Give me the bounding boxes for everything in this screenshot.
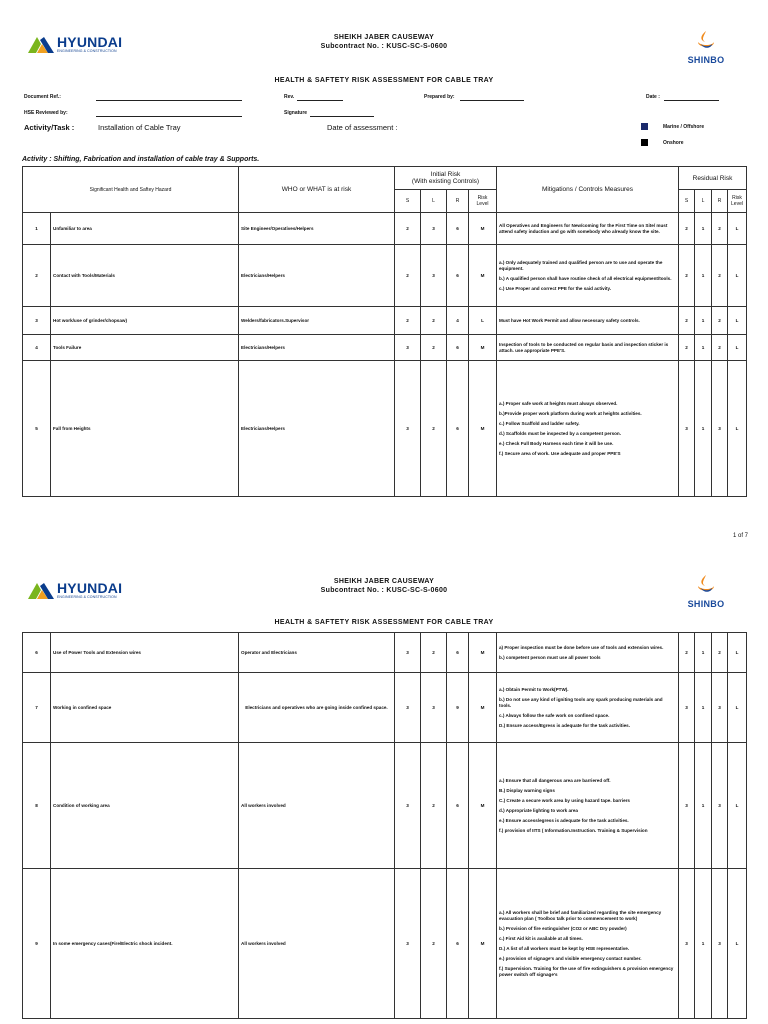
- mitigation-item: a.) Obtain Permit to Work(PTW).: [499, 686, 569, 692]
- mitigation-item: C.) Create a secure work area by using hazard tape. barriers: [499, 797, 630, 803]
- mitigation-item: c.) Always follow the safe work on confined space.: [499, 712, 610, 718]
- row-number: 6: [23, 633, 51, 673]
- mitigation-item: b.) competent person must use all power tools: [499, 654, 601, 660]
- l-header: L: [421, 190, 447, 213]
- mitigation-item: a.) Only adequately trained and qualified person are to use and operate the equipment.: [499, 259, 663, 271]
- res-s-cell: 3: [679, 869, 695, 1019]
- mitigation-item: a.) Ensure that all dangerous area are barriered off.: [499, 777, 611, 783]
- s-cell: 3: [395, 633, 421, 673]
- assessment-date-label: Date of assessment :: [327, 123, 398, 132]
- initial-risk-sub: (With existing Controls): [411, 178, 480, 185]
- l-cell: 3: [421, 213, 447, 245]
- res-r-cell: 2: [712, 335, 728, 361]
- level-cell: M: [469, 743, 497, 869]
- l-cell: 2: [421, 335, 447, 361]
- s-cell: 3: [395, 335, 421, 361]
- res-level-cell: L: [728, 869, 747, 1019]
- mitigation-cell: [497, 673, 679, 743]
- mitigation-item: b.)Provide proper work platform during work at heights activities.: [499, 410, 642, 416]
- mitigation-item: b.) A qualified person shall have routine check of all electrical equipment/tools.: [499, 275, 672, 281]
- mitigation-item: c.) First Aid kit is available at all times.: [499, 935, 583, 941]
- date-label: Date :: [646, 94, 660, 100]
- r-cell: 6: [447, 633, 469, 673]
- l-cell: 3: [421, 673, 447, 743]
- legend-onshore: Onshore: [663, 140, 684, 146]
- level-cell: M: [469, 245, 497, 307]
- mitigation-cell: [497, 361, 679, 497]
- mitigation-item: c.) Use Proper and correct PPE for the said activity.: [499, 285, 611, 291]
- who-cell: Electricians/Helpers: [239, 245, 395, 307]
- level-cell: M: [469, 361, 497, 497]
- prepared-line: [460, 100, 524, 101]
- mitigation-item: a.) Proper safe work at heights must always observed.: [499, 400, 618, 406]
- res-s-cell: 2: [679, 335, 695, 361]
- l-cell: 2: [421, 307, 447, 335]
- row-number: 5: [23, 361, 51, 497]
- res-l-cell: 1: [695, 213, 712, 245]
- res-l-cell: 1: [695, 361, 712, 497]
- mitigation-item: d.) Appropriate lighting to work area: [499, 807, 578, 813]
- row-number: 8: [23, 743, 51, 869]
- subcontract-no-p2: Subcontract No. : KUSC-SC-S-0600: [320, 587, 448, 594]
- mitigation-item: f.) provision of IITS ( Information.Instruction. Training & Supervision: [499, 827, 648, 833]
- rev-line: [297, 100, 343, 101]
- prepared-label: Prepared by:: [424, 94, 455, 100]
- document-title-p2: HEALTH & SAFTETY RISK ASSESSMENT FOR CABLE TRAY: [274, 619, 494, 626]
- s-cell: 3: [395, 673, 421, 743]
- res-r-cell: 3: [712, 673, 728, 743]
- mitigation-item: a) Proper inspection must be done before use of tools and extension wires.: [499, 644, 664, 650]
- s-cell: 3: [395, 869, 421, 1019]
- row-number: 7: [23, 673, 51, 743]
- mitigation-header: Mitigations / Controls Measures: [497, 167, 679, 213]
- mitigation-item: D.) A list of all workers must be kept by HSE representative.: [499, 945, 630, 951]
- row-number: 4: [23, 335, 51, 361]
- res-l-cell: 1: [695, 743, 712, 869]
- row-number: 3: [23, 307, 51, 335]
- res-r-cell: 2: [712, 245, 728, 307]
- who-cell: Welders/fabricators.Supervisor: [239, 307, 395, 335]
- r-cell: 9: [447, 673, 469, 743]
- level-cell: L: [469, 307, 497, 335]
- level-cell: M: [469, 213, 497, 245]
- hse-line: [96, 116, 242, 117]
- who-cell: Site Engineer/Operatives/Helpers: [239, 213, 395, 245]
- hyundai-sub-p2: ENGINEERING & CONSTRUCTION: [57, 595, 117, 599]
- hazard-cell: Hot work/use of grinder/chopsaw): [51, 307, 239, 335]
- s-cell: 3: [395, 743, 421, 869]
- s-header: S: [395, 190, 421, 213]
- hazard-cell: Condition of working area: [51, 743, 239, 869]
- l-cell: 2: [421, 633, 447, 673]
- res-level-cell: L: [728, 743, 747, 869]
- table-row: [23, 869, 747, 1019]
- onshore-square-icon: [641, 139, 648, 146]
- table-row: [23, 245, 747, 307]
- shinbo-brand: SHINBO: [687, 55, 725, 65]
- mitigation-item: Inspection of tools to be conducted on regular basis and inspection sticker is attach. use appropriate PPE'S.: [499, 341, 669, 353]
- res-s-header: S: [679, 190, 695, 213]
- marine-square-icon: [641, 123, 648, 130]
- who-cell: All workers involved: [239, 869, 395, 1019]
- res-level-cell: L: [728, 633, 747, 673]
- res-level-cell: L: [728, 335, 747, 361]
- s-cell: 2: [395, 213, 421, 245]
- mitigation-item: f.) Supervision. Training for the use of fire extinguishers & provision emergency power switch off signage's: [499, 965, 674, 977]
- hazard-cell: Tools Failure: [51, 335, 239, 361]
- legend-marine: Marine / Offshore: [663, 124, 705, 130]
- date-line: [664, 100, 719, 101]
- res-level-cell: L: [728, 245, 747, 307]
- r-cell: 6: [447, 869, 469, 1019]
- res-r-cell: 3: [712, 743, 728, 869]
- l-cell: 3: [421, 245, 447, 307]
- mitigation-item: b.) Do not use any kind of igniting tools any spark producing materials and tools.: [499, 696, 663, 708]
- mitigation-item: D.) Ensure access/Egress is adequate for the task activities.: [499, 722, 630, 728]
- res-l-cell: 1: [695, 869, 712, 1019]
- mitigation-item: d.) Scaffolds must be inspected by a competent person.: [499, 430, 622, 436]
- who-cell: All workers involved: [239, 743, 395, 869]
- r-cell: 6: [447, 743, 469, 869]
- residual-risk-header: Residual Risk: [679, 167, 747, 190]
- res-s-cell: 3: [679, 673, 695, 743]
- document-title: HEALTH & SAFTETY RISK ASSESSMENT FOR CABLE TRAY: [274, 77, 494, 84]
- r-cell: 6: [447, 361, 469, 497]
- who-cell: Electricians and operatives who are going inside confined space.: [239, 673, 395, 743]
- who-cell: Electricians/Helpers: [239, 361, 395, 497]
- s-cell: 2: [395, 307, 421, 335]
- mitigation-item: a.) All workers shall be brief and familiarized regarding the site emergency evacuation plan ( Toolbox talk prior to commencement to work): [499, 909, 662, 921]
- hazard-cell: Fall from Heights: [51, 361, 239, 497]
- hyundai-brand: HYUNDAI: [57, 34, 123, 50]
- res-level-cell: L: [728, 361, 747, 497]
- mitigation-item: e.) Check Full Body Harness each time it will be use.: [499, 440, 614, 446]
- rev-label: Rev.: [284, 94, 295, 100]
- r-cell: 6: [447, 335, 469, 361]
- project-name: SHEIKH JABER CAUSEWAY: [333, 34, 435, 41]
- table-row: [23, 743, 747, 869]
- table-row: [23, 361, 747, 497]
- res-level-cell: L: [728, 213, 747, 245]
- project-name-p2: SHEIKH JABER CAUSEWAY: [333, 578, 435, 585]
- res-s-cell: 2: [679, 633, 695, 673]
- row-number: 9: [23, 869, 51, 1019]
- res-s-cell: 2: [679, 213, 695, 245]
- hse-label: HSE Reviewed by:: [24, 110, 68, 116]
- subcontract-no: Subcontract No. : KUSC-SC-S-0600: [320, 43, 448, 50]
- doc-ref-label: Document Ref.:: [24, 94, 61, 100]
- res-level-cell: L: [728, 673, 747, 743]
- risk-table-page2: [22, 632, 747, 1019]
- res-s-cell: 2: [679, 307, 695, 335]
- res-r-header: R: [712, 190, 728, 213]
- mitigation-item: b.) Provision of fire extinguisher (CO2 or ABC Dry powder): [499, 925, 627, 931]
- res-r-cell: 2: [712, 307, 728, 335]
- mitigation-item: e.) provision of signage's and visible emergency contact number.: [499, 955, 642, 961]
- r-cell: 6: [447, 245, 469, 307]
- table-row: [23, 213, 747, 245]
- row-number: 1: [23, 213, 51, 245]
- res-r-cell: 2: [712, 213, 728, 245]
- hyundai-sub: ENGINEERING & CONSTRUCTION: [57, 49, 117, 53]
- mitigation-item: Must have Hot Work Permit and allow necessary safety controls.: [499, 317, 640, 323]
- res-l-cell: 1: [695, 633, 712, 673]
- table-row: [23, 673, 747, 743]
- mitigation-cell: [497, 245, 679, 307]
- hazard-header: Significant Health and Saftey Hazard: [23, 167, 239, 213]
- signature-label: Signature: [284, 110, 308, 116]
- page-number: 1 of 7: [732, 533, 748, 539]
- table-row: [23, 335, 747, 361]
- res-l-cell: 1: [695, 245, 712, 307]
- signature-line: [310, 116, 374, 117]
- level-header: Risk Level: [469, 190, 497, 213]
- hazard-cell: Working in confined space: [51, 673, 239, 743]
- res-l-cell: 1: [695, 307, 712, 335]
- res-l-cell: 1: [695, 335, 712, 361]
- l-cell: 2: [421, 743, 447, 869]
- hazard-cell: Use of Power Tools and Extension wires: [51, 633, 239, 673]
- r-cell: 6: [447, 213, 469, 245]
- activity-task-label: Activity/Task :: [24, 123, 75, 132]
- initial-risk-label: Initial Risk: [430, 171, 461, 178]
- level-cell: M: [469, 869, 497, 1019]
- shinbo-brand-p2: SHINBO: [687, 599, 725, 609]
- activity-task-value: Installation of Cable Tray: [98, 123, 181, 132]
- risk-table-page1: [22, 166, 747, 497]
- table-row: [23, 307, 747, 335]
- res-r-cell: 3: [712, 361, 728, 497]
- who-cell: Electricians/Helpers: [239, 335, 395, 361]
- l-cell: 2: [421, 869, 447, 1019]
- initial-risk-header: [395, 167, 497, 190]
- res-s-cell: 2: [679, 245, 695, 307]
- res-l-cell: 1: [695, 673, 712, 743]
- doc-ref-line: [96, 100, 242, 101]
- res-r-cell: 2: [712, 633, 728, 673]
- mitigation-item: e.) Ensure access/egress is adequate for the task activities.: [499, 817, 629, 823]
- res-l-header: L: [695, 190, 712, 213]
- page-2: [0, 560, 768, 1024]
- mitigation-item: c.) Follow Scaffold and ladder safety.: [499, 420, 580, 426]
- mitigation-cell: [497, 335, 679, 361]
- s-cell: 3: [395, 361, 421, 497]
- level-cell: M: [469, 335, 497, 361]
- table-row: [23, 633, 747, 673]
- res-s-cell: 3: [679, 361, 695, 497]
- s-cell: 2: [395, 245, 421, 307]
- mitigation-cell: [497, 743, 679, 869]
- mitigation-cell: [497, 307, 679, 335]
- mitigation-cell: [497, 213, 679, 245]
- hazard-cell: Unfamiliar to area: [51, 213, 239, 245]
- r-header: R: [447, 190, 469, 213]
- hyundai-brand-p2: HYUNDAI: [57, 580, 123, 596]
- row-number: 2: [23, 245, 51, 307]
- mitigation-item: All Operatives and Engineers for New/coming for the First Time on Site/ must attend safety induction and go with somebody who already know the site.: [499, 222, 668, 234]
- mitigation-cell: [497, 869, 679, 1019]
- res-level-cell: L: [728, 307, 747, 335]
- mitigation-item: B.) Display warning signs: [499, 787, 555, 793]
- level-cell: M: [469, 633, 497, 673]
- r-cell: 4: [447, 307, 469, 335]
- res-s-cell: 3: [679, 743, 695, 869]
- res-level-header: Risk Level: [728, 190, 747, 213]
- mitigation-cell: [497, 633, 679, 673]
- who-header: WHO or WHAT is at risk: [239, 167, 395, 213]
- activity-description: Activity : Shifting, Fabrication and installation of cable tray & Supports.: [22, 156, 260, 163]
- res-r-cell: 3: [712, 869, 728, 1019]
- l-cell: 2: [421, 361, 447, 497]
- hazard-cell: In some emergency cases(Fire/Electric shock incident.: [51, 869, 239, 1019]
- who-cell: Operator and Electricians: [239, 633, 395, 673]
- level-cell: M: [469, 673, 497, 743]
- mitigation-item: f.) Secure area of work. Use adequate and proper PPE'S: [499, 450, 621, 456]
- hazard-cell: Contact with Tools/Materials: [51, 245, 239, 307]
